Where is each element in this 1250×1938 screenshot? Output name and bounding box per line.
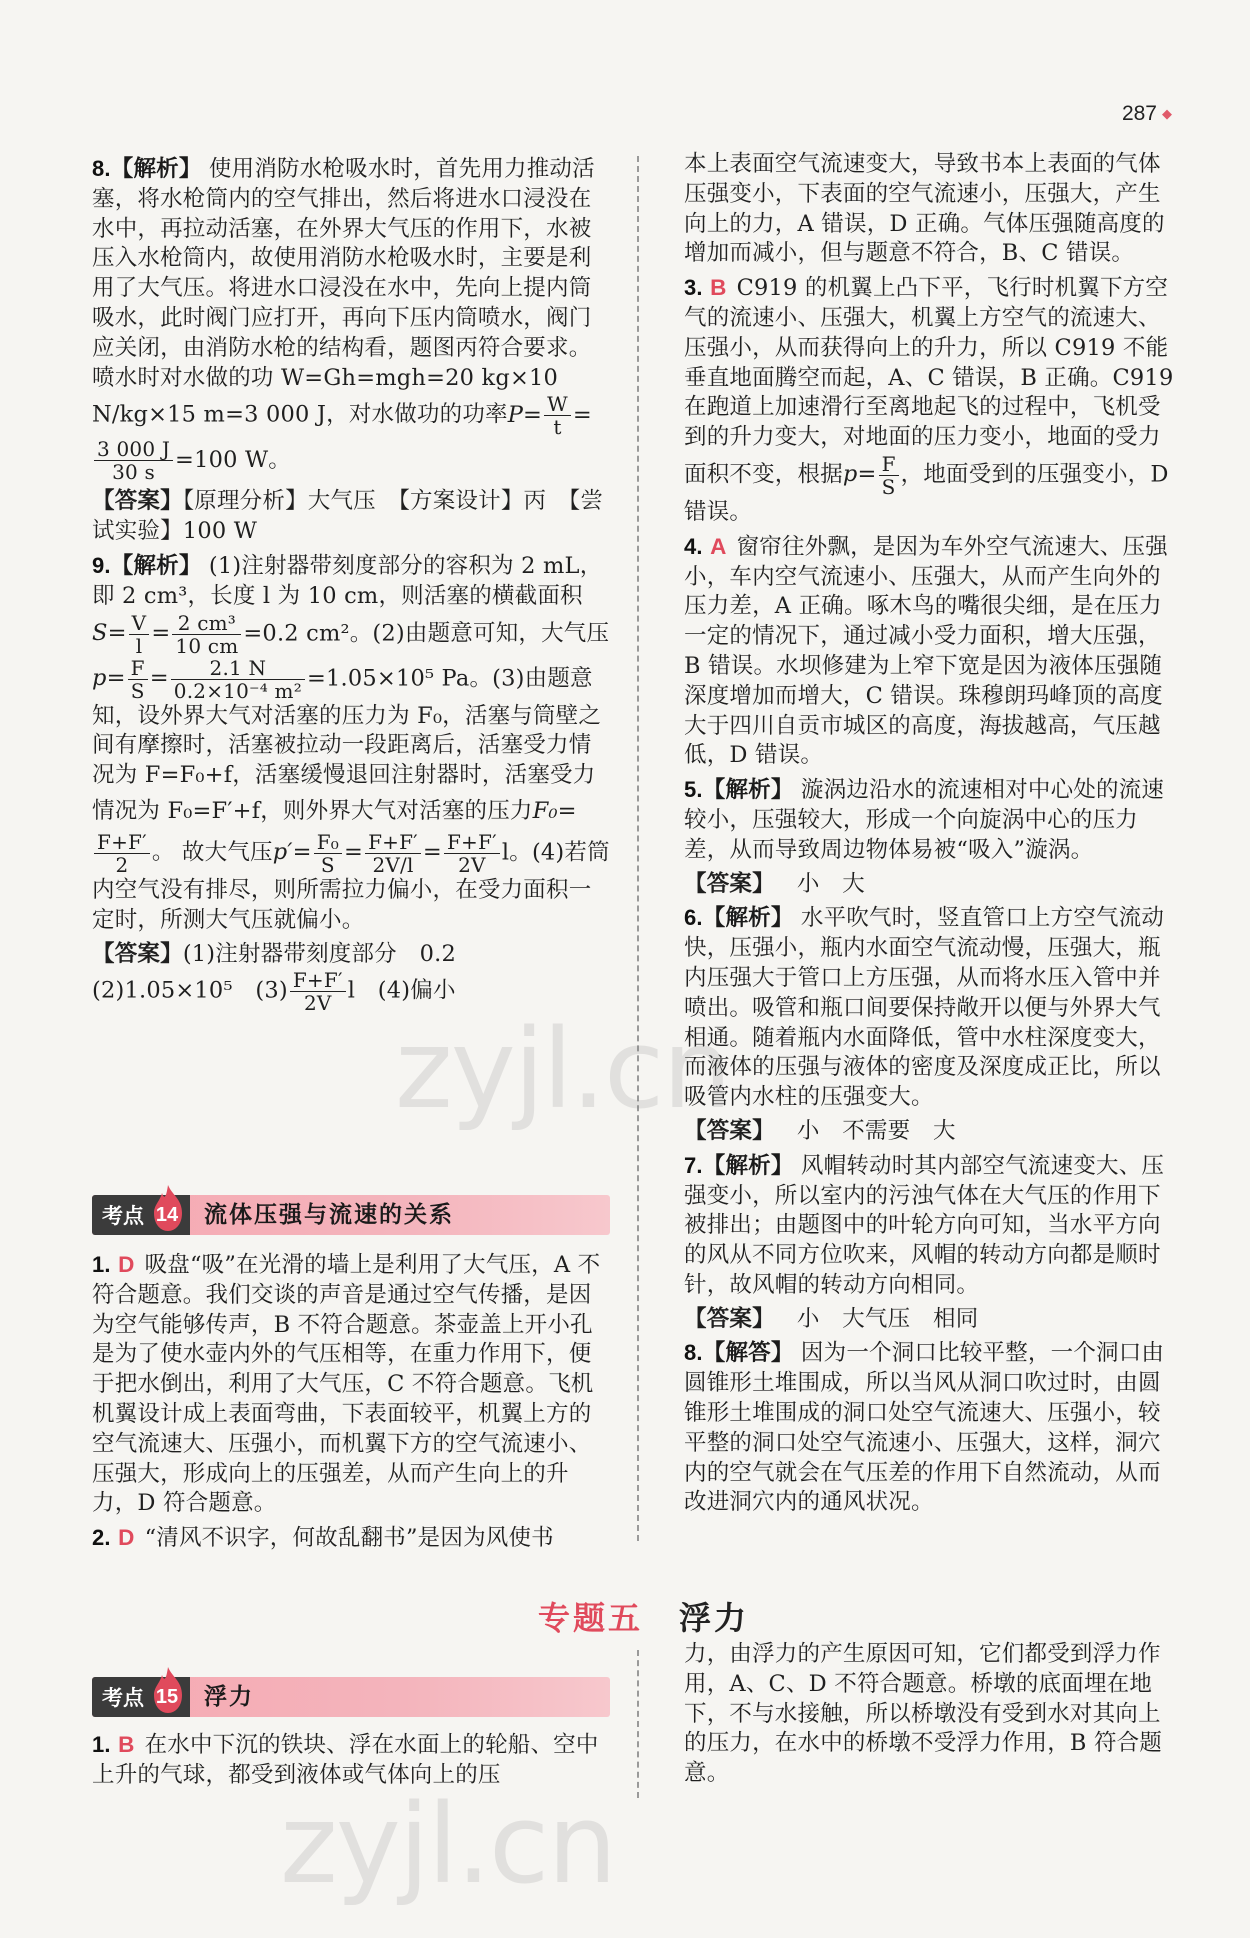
topic-title: 流体压强与流速的关系: [204, 1201, 454, 1228]
answer-9: 【答案】(1)注射器带刻度部分 0.2 (2)1.05×10⁵ (3) $\frac{F+F'}{2V}$ l (4)偏小: [92, 940, 456, 1016]
section-heading: 专题五 浮力: [538, 1600, 750, 1636]
page-number: 287 ◆: [1121, 102, 1172, 125]
topic-band-15: [92, 1677, 610, 1717]
topic-band-14: [92, 1195, 610, 1235]
left-column: [92, 154, 612, 1018]
topic-label: 考点 15: [92, 1677, 190, 1717]
right-column-s15: [684, 1640, 1174, 1793]
right-column: [684, 150, 1174, 1522]
question-9: 9.【解析】 (1)注射器带刻度部分的容积为 2 mL，即 2 cm³，长度 l 为 10 cm，则活塞的横截面积S= $\frac{V}{l}$ = $\frac{\text{2 cm³}}{10 cm}$ =0.2 cm²。(2)由题意可知，大气压 p= $\frac{F}{S}$ = $\frac{2.1 N}{\text{0.2×10⁻⁴ m²}}$ =1.05×10⁵ Pa。(3)由题意知，设外界大气对活塞的压力为 F₀，活塞与筒壁之间有摩擦时，活塞被拉动一段距离后，活塞受力情况为 F=F₀+f，活塞缓慢退回注射器时，活塞受力情况为 F₀=F′+f，则外界大气对活塞的压力F₀= $\frac{F+F'}{2}$ 。 故大气压p′= $\frac{\text{F₀}}{S}$ = $\frac{F+F'}{2V/l}$ = $\frac{F+F'}{2V}$ l。(4)若筒内空气没有排尽，则所需拉力偏小，在受力面积一定时，所测大气压就偏小。: [92, 552, 610, 933]
topic-label: 考点 14: [92, 1195, 190, 1235]
column-divider: [637, 156, 639, 1541]
question-4: 4. A 窗帘往外飘，是因为车外空气流速大、压强小，车内空气流速小、压强大，从而产生向外的压力差，A 正确。啄木鸟的嘴很尖细，是在压力一定的情况下，通过减小受力面积，增大压强，B 错误。水坝修建为上窄下宽是因为液体压强随深度增加而增大，C 错误。珠穆朗玛峰顶的高度大于四川自贡市城区的高度，海拔越高，气压越低，D 错误。: [684, 533, 1168, 769]
question-7: 7.【解析】 风帽转动时其内部空气流速变大、压强变小，所以室内的污浊气体在大气压的作用下被排出；由题图中的叶轮方向可知，当水平方向的风从不同方位吹来，风帽的转动方向都是顺时针，故风帽的转动方向相同。: [684, 1152, 1165, 1298]
watermark-2: zyjl.cn: [280, 1780, 616, 1908]
watermark: zyjl.cn: [395, 1005, 731, 1133]
topic-title: 浮力: [204, 1683, 254, 1710]
answer-5: 【答案】 小 大: [684, 870, 865, 897]
column-divider-2: [637, 1650, 639, 1798]
question-5: 5.【解析】 漩涡边沿水的流速相对中心处的流速较小，压强较大，形成一个向旋涡中心的压力差，从而导致周边物体易被“吸入”漩涡。: [684, 777, 1165, 863]
diamond-icon: ◆: [1162, 106, 1172, 121]
left-column-s15: [92, 1730, 612, 1795]
s14-question-1: 1. D 吸盘“吸”在光滑的墙上是利用了大气压，A 不符合题意。我们交谈的声音是通过空气传播，是因为空气能够传声，B 不符合题意。茶壶盖上开小孔是为了使水壶内外的气压相等，在重力作用下，便于把水倒出，利用了大气压，C 不符合题意。飞机机翼设计成上表面弯曲，下表面较平，机翼上方的空气流速大、压强小，而机翼下方的空气流速小、压强大，形成向上的压强差，从而产生向上的升力，D 符合题意。: [92, 1252, 601, 1517]
answer-6: 【答案】 小 不需要 大: [684, 1117, 956, 1144]
continuation-text: 本上表面空气流速变大，导致书本上表面的气体压强变小，下表面的空气流速小，压强大，产生向上的力，A 错误，D 正确。气体压强随高度的增加而减小，但与题意不符合，B、C 错误。: [684, 151, 1165, 267]
question-8-right: 8.【解答】 因为一个洞口比较平整，一个洞口由圆锥形土堆围成，所以当风从洞口吹过时，由圆锥形土堆围成的洞口处空气流速大、压强小，较平整的洞口处空气流速小、压强大，这样，洞穴内的空气就会在气压差的作用下自然流动，从而改进洞穴内的通风状况。: [684, 1340, 1165, 1516]
question-8: 8.【解析】 使用消防水枪吸水时，首先用力推动活塞，将水枪筒内的空气排出，然后将进水口浸没在水中，再拉动活塞，在外界大气压的作用下，水被压入水枪筒内，故使用消防水枪吸水时，主要是利用了大气压。将进水口浸没在水中，先向上提内筒吸水，此时阀门应打开，再向下压内筒喷水，阀门应关闭，由消防水枪的结构看，题图丙符合要求。喷水时对水做的功 W=Gh=mgh=20 kg×10 N/kg×15 m=3 000 J，对水做功的功率P= $\frac{W}{t}$ = $\frac{3 000 J}{30 s}$ =100 W。: [92, 156, 595, 485]
s14-question-2: 2. D “清风不识字，何故乱翻书”是因为风使书: [92, 1525, 554, 1552]
fraction: $\frac{3 000 J}{30 s}$: [94, 438, 173, 483]
question-3: 3. B C919 的机翼上凸下平，飞行时机翼下方空气的流速小、压强大，机翼上方空气的流速大、压强小，从而获得向上的升力，所以 C919 不能垂直地面腾空而起，A、C 错误，B 正确。C919 在跑道上加速滑行至离地起飞的过程中，飞机受到的升力变大，对地面的压力变小，地面的受力面积不变，根据p= $\frac{F}{S}$ ，地面受到的压强变小，D 错误。: [684, 275, 1174, 525]
answer-8: 【答案】【原理分析】大气压 【方案设计】丙 【尝试实验】100 W: [92, 488, 604, 545]
question-6: 6.【解析】 水平吹气时，竖直管口上方空气流动快，压强小，瓶内水面空气流动慢，压强大，瓶内压强大于管口上方压强，从而将水压入管中并喷出。吸管和瓶口间要保持敞开以便与外界大气相通。随着瓶内水面降低，管中水柱深度变大，而液体的压强与液体的密度及深度成正比，所以吸管内水柱的压强变大。: [684, 905, 1165, 1111]
answer-7: 【答案】 小 大气压 相同: [684, 1305, 979, 1332]
continuation-text-2: 力，由浮力的产生原因可知，它们都受到浮力作用，A、C、D 不符合题意。桥墩的底面埋在地下，不与水接触，所以桥墩没有受到水对其向上的压力，在水中的桥墩不受浮力作用，B 符合题意。: [684, 1641, 1163, 1787]
left-column-s14: [92, 1250, 612, 1558]
s15-question-1: 1. B 在水中下沉的铁块、浮在水面上的轮船、空中上升的气球，都受到液体或气体向上的压: [92, 1732, 599, 1788]
power-formula: P= $\frac{W}{t}$ = $\frac{3 000 J}{30 s}$ =100 W。: [92, 402, 592, 473]
fraction: $\frac{W}{t}$: [544, 393, 571, 438]
